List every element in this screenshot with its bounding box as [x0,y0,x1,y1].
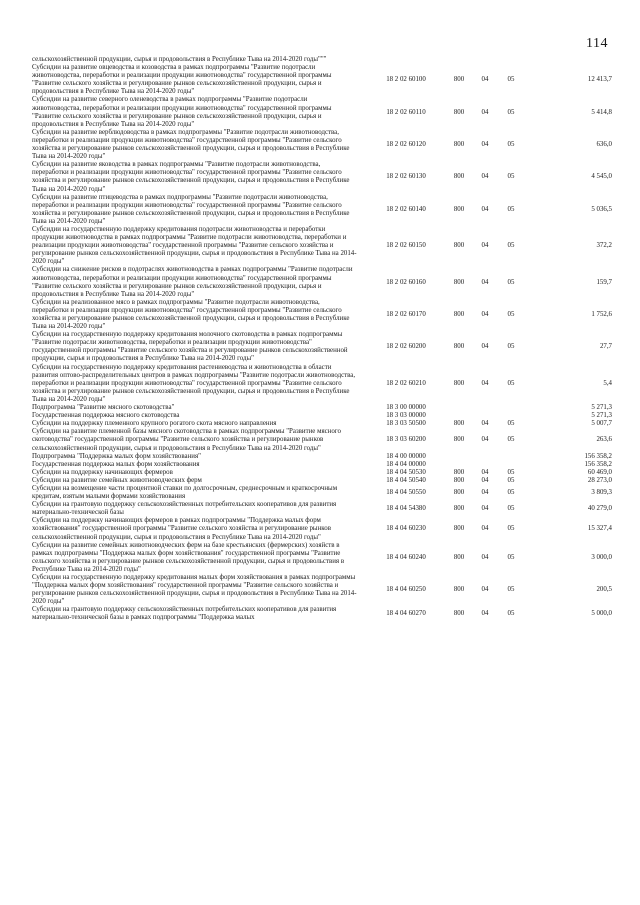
row-description: Субсидии на развитие птицеводства в рамках подпрограммы "Развитие подотрасли животноводства, переработки и реализации продукции животноводства" государственной программы "Развитие сельского хозяйства и регулирование рынков сельскохозяйственной продукции, сырья и продовольствия в Республике Тыва на 2014-2020 годы" [32,193,350,225]
table-row [32,299,612,331]
row-description: Субсидии на государственную поддержку кредитования подотрасли животноводства и переработки продукции животноводства в рамках подпрограммы "Развитие подотрасли животноводства, переработки и реализации продукции животноводства" государственной программы "Развитие сельского хозяйства и регулирование рынков сельскохозяйственной продукции, сырья и продовольствия в Республике Тыва на 2014-2020 годы" [32,225,357,266]
row-amount: 4 545,0 [591,173,612,181]
row-code: 18 3 03 00000 [386,412,426,420]
row-description: Субсидии на снижение рисков в подотраслях животноводства в рамках подпрограммы "Развитие подотрасли животноводства, переработки и реализации продукции животноводства" государственной программы "Развитие сельского хозяйства и регулирование рынков сельскохозяйственной продукции, сырья и продовольствия в Республике Тыва на 2014-2020 годы" [32,266,353,298]
row-section: 04 [481,586,489,594]
row-section: 04 [481,108,489,116]
row-code: 18 4 04 00000 [386,460,426,468]
row-code: 18 2 02 60200 [386,343,426,351]
row-code: 18 3 03 50500 [386,420,426,428]
table-row [32,469,612,477]
row-expense-type: 800 [453,553,465,561]
table-row [32,266,612,298]
row-description: Субсидии на поддержку племенного крупного рогатого скота мясного направления [32,420,277,428]
row-amount: 40 279,0 [587,505,612,513]
row-expense-type: 800 [453,205,465,213]
row-section: 04 [481,505,489,513]
row-subsection: 05 [507,205,515,213]
row-amount: 5,4 [603,379,612,387]
row-amount: 372,2 [596,242,612,250]
row-description: Субсидии на развитие семейных животноводческих ферм на базе крестьянских (фермерских) хозяйств в рамках подпрограммы "Поддержка малых форм хозяйствования" государственной программы "Развитие сельского хозяйства и регулирование рынков сельскохозяйственной продукции, сырья и продовольствия в Республике Тыва на 2014-2020 годы" [32,541,345,573]
row-subsection: 05 [507,76,515,84]
row-subsection: 05 [507,505,515,513]
table-row [32,574,612,606]
row-code: 18 2 02 60210 [386,379,426,387]
row-code: 18 2 02 60120 [386,140,426,148]
row-amount: 12 413,7 [587,76,612,84]
row-expense-type: 800 [453,108,465,116]
row-code: 18 4 04 54380 [386,505,426,513]
row-expense-type: 800 [453,278,465,286]
row-amount: 5 271,3 [591,412,612,420]
row-expense-type: 800 [453,468,465,476]
row-amount: 5 007,7 [591,420,612,428]
row-section: 04 [481,468,489,476]
row-section: 04 [481,76,489,84]
row-description: Субсидии на грантовую поддержку сельскохозяйственных потребительских кооперативов для развития материально-технической базы [32,501,337,517]
row-expense-type: 800 [453,242,465,250]
row-subsection: 05 [507,586,515,594]
row-expense-type: 800 [453,489,465,497]
table-row [32,420,612,428]
row-description: Субсидии на развитие племенной базы мясного скотоводства в рамках подпрограммы "Развитие мясного скотоводства" государственной программы "Развитие сельского хозяйства и регулирование рынков сельскохозяйственной продукции, сырья и продовольствия в Республике Тыва на 2014-2020 годы" [32,428,341,452]
row-code: 18 3 00 00000 [386,404,426,412]
row-subsection: 05 [507,468,515,476]
row-description: Государственная поддержка мясного скотоводства [32,412,180,420]
row-subsection: 05 [507,108,515,116]
row-section: 04 [481,343,489,351]
row-code: 18 4 04 60230 [386,525,426,533]
table-row [32,96,612,128]
row-description: Субсидии на поддержку начинающих фермеров в рамках подпрограммы "Поддержка малых форм хозяйствования" государственной программы "Развитие сельского хозяйства и регулирование рынков сельскохозяйственной продукции, сырья и продовольствия в Республике Тыва на 2014-2020 годы" [32,517,331,541]
row-code: 18 4 04 50550 [386,489,426,497]
row-description: Субсидии на государственную поддержку кредитования молочного скотоводства в рамках подпрограммы "Развитие подотрасли животноводства, переработки и реализации продукции животноводства" государственной программы "Развитие сельского хозяйства и регулирование рынков сельскохозяйственной продукции, сырья и продовольствия в Республике Тыва на 2014-2020 годы" [32,331,348,363]
row-amount: 1 752,6 [591,310,612,318]
row-section: 04 [481,242,489,250]
row-expense-type: 800 [453,379,465,387]
row-description: Подпрограмма "Развитие мясного скотоводства" [32,404,175,412]
row-subsection: 05 [507,310,515,318]
row-amount: 156 358,2 [584,452,612,460]
row-expense-type: 800 [453,505,465,513]
row-description: Субсидии на возмещение части процентной ставки по долгосрочным, среднесрочным и краткосрочным кредитам, взятым малыми формами хозяйствования [32,484,338,501]
table-row [32,194,612,226]
row-subsection: 05 [507,525,515,533]
row-code: 18 4 04 60240 [386,553,426,561]
row-section: 04 [481,205,489,213]
row-amount: 159,7 [596,278,612,286]
row-amount: 28 273,0 [587,476,612,484]
row-code: 18 2 02 60140 [386,205,426,213]
row-section: 04 [481,553,489,561]
row-code: 18 2 02 60100 [386,76,426,84]
row-amount: 636,0 [596,140,612,148]
row-amount: 263,6 [596,436,612,444]
table-row [32,461,612,469]
row-subsection: 05 [507,436,515,444]
row-expense-type: 800 [453,610,465,618]
row-expense-type: 800 [453,140,465,148]
table-row [32,226,612,266]
row-expense-type: 800 [453,343,465,351]
table-row [32,542,612,574]
row-amount: 3 809,3 [591,489,612,497]
table-row [32,485,612,501]
budget-table [32,56,612,623]
row-code: 18 2 02 60160 [386,278,426,286]
row-amount: 5 000,0 [591,610,612,618]
row-code: 18 3 03 60200 [386,436,426,444]
table-row [32,161,612,193]
table-row [32,129,612,161]
row-subsection: 05 [507,420,515,428]
row-code: 18 2 02 60150 [386,242,426,250]
page-number: 114 [586,36,608,51]
row-description: сельскохозяйственной продукции, сырья и продовольствия в Республике Тыва на 2014-2020 годы""" [32,56,327,63]
row-description: Субсидии на развитие верблюдоводства в рамках подпрограммы "Развитие подотрасли животноводства, переработки и реализации продукции животноводства" государственной программы "Развитие сельского хозяйства и регулирование рынков сельскохозяйственной продукции, сырья и продовольствия в Республике Тыва на 2014-2020 годы" [32,128,350,161]
row-expense-type: 800 [453,420,465,428]
row-subsection: 05 [507,242,515,250]
row-amount: 156 358,2 [584,460,612,468]
row-description: Подпрограмма "Поддержка малых форм хозяйствования" [32,452,201,460]
row-subsection: 05 [507,173,515,181]
row-subsection: 05 [507,278,515,286]
row-code: 18 4 00 00000 [386,452,426,460]
row-amount: 60 469,0 [587,468,612,476]
row-amount: 15 327,4 [587,525,612,533]
row-expense-type: 800 [453,310,465,318]
row-section: 04 [481,420,489,428]
table-row [32,64,612,96]
row-description: Субсидии на развитие семейных животноводческих ферм [32,476,202,484]
row-section: 04 [481,278,489,286]
row-section: 04 [481,436,489,444]
row-subsection: 05 [507,140,515,148]
row-amount: 5 271,3 [591,404,612,412]
row-expense-type: 800 [453,525,465,533]
row-description: Субсидии на государственную поддержку кредитования малых форм хозяйствования в рамках подпрограммы "Поддержка малых форм хозяйствования" государственной программы "Развитие сельского хозяйства и регулирование рынков сельскохозяйственной продукции, сырья и продовольствия в Республике Тыва на 2014-2020 годы" [32,574,357,606]
row-expense-type: 800 [453,476,465,484]
row-amount: 3 000,0 [591,553,612,561]
row-code: 18 4 04 50530 [386,468,426,476]
row-section: 04 [481,379,489,387]
row-subsection: 05 [507,489,515,497]
row-description: Государственная поддержка малых форм хозяйствования [32,460,200,468]
row-section: 04 [481,310,489,318]
row-amount: 27,7 [599,343,612,351]
row-description: Субсидии на развитие северного оленеводства в рамках подпрограммы "Развитие подотрасли животноводства, переработки и реализации продукции животноводства" государственной программы "Развитие сельского хозяйства и регулирование рынков сельскохозяйственной продукции, сырья и продовольствия в Республике Тыва на 2014-2020 годы" [32,96,332,128]
table-row [32,364,612,404]
row-description: Субсидии на поддержку начинающих фермеров [32,468,173,476]
row-description: Субсидии на реализованное мясо в рамках подпрограммы "Развитие подотрасли животноводства, переработки и реализации продукции животноводства" государственной программы "Развитие сельского хозяйства и регулирование рынков сельскохозяйственной продукции, сырья и продовольствия в Республике Тыва на 2014-2020 годы" [32,298,350,331]
row-subsection: 05 [507,476,515,484]
row-amount: 5 036,5 [591,205,612,213]
row-expense-type: 800 [453,586,465,594]
table-row [32,517,612,541]
row-section: 04 [481,489,489,497]
row-description: Субсидии на государственную поддержку кредитования растениеводства и животноводства в области развития оптово-распределительных центров в рамках подпрограммы "Развитие подотрасли животноводства, переработки и реализации продукции животноводства" государственной программы "Развитие сельского хозяйства и регулирование рынков сельскохозяйственной продукции, сырья и продовольствия в Республике Тыва на 2014-2020 годы" [32,363,356,403]
row-subsection: 05 [507,379,515,387]
table-row [32,428,612,452]
row-description: Субсидии на развитие яководства в рамках подпрограммы "Развитие подотрасли животноводства, переработки и реализации продукции животноводства" государственной программы "Развитие сельского хозяйства и регулирование рынков сельскохозяйственной продукции, сырья и продовольствия в Республике Тыва на 2014-2020 годы" [32,161,350,193]
table-row [32,56,612,64]
table-row [32,477,612,485]
row-amount: 200,5 [596,586,612,594]
row-code: 18 4 04 60270 [386,610,426,618]
row-section: 04 [481,173,489,181]
row-expense-type: 800 [453,436,465,444]
row-section: 04 [481,610,489,618]
row-subsection: 05 [507,553,515,561]
row-subsection: 05 [507,343,515,351]
table-row [32,412,612,420]
table-row [32,404,612,412]
row-section: 04 [481,525,489,533]
row-code: 18 4 04 50540 [386,476,426,484]
table-row [32,331,612,363]
row-code: 18 4 04 60250 [386,586,426,594]
row-code: 18 2 02 60110 [386,108,426,116]
table-row [32,606,612,622]
row-description: Субсидии на развитие овцеводства и козоводства в рамках подпрограммы "Развитие подотрасли животноводства, переработки и реализации продукции животноводства" государственной программы "Развитие сельского хозяйства и регулирование рынков сельскохозяйственной продукции, сырья и продовольствия в Республике Тыва на 2014-2020 годы" [32,64,332,96]
table-row [32,453,612,461]
row-code: 18 2 02 60130 [386,173,426,181]
row-amount: 5 414,8 [591,108,612,116]
row-expense-type: 800 [453,173,465,181]
row-description: Субсидии на грантовую поддержку сельскохозяйственных потребительских кооперативов для развития материально-технической базы в рамках подпрограммы "Поддержка малых [32,606,337,622]
row-code: 18 2 02 60170 [386,310,426,318]
row-section: 04 [481,476,489,484]
row-section: 04 [481,140,489,148]
row-subsection: 05 [507,610,515,618]
row-expense-type: 800 [453,76,465,84]
table-row [32,501,612,517]
